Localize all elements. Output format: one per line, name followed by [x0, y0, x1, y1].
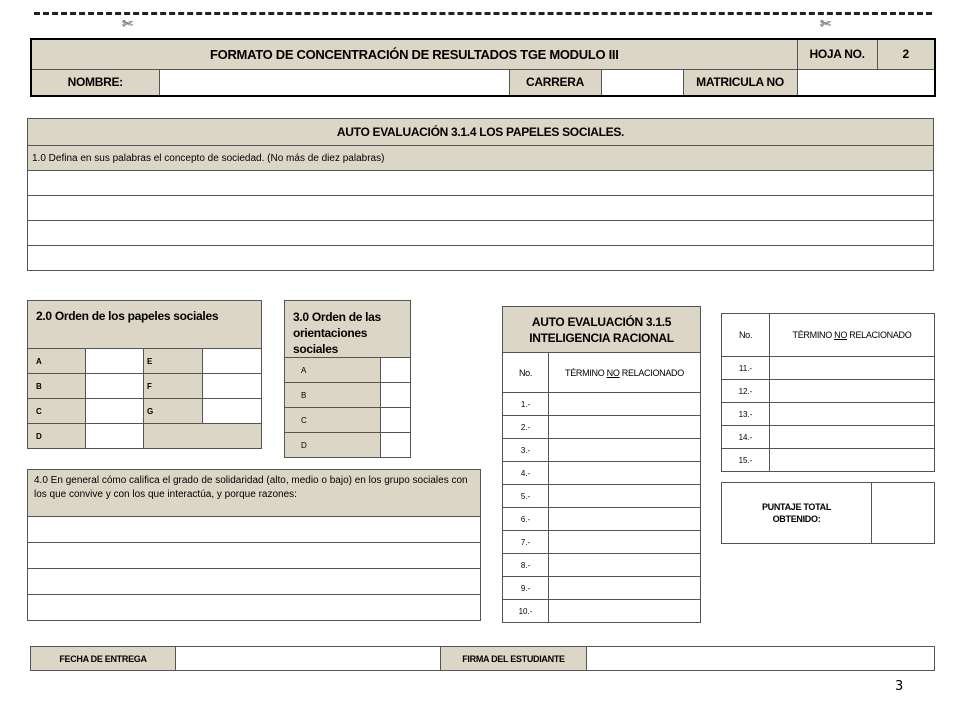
row-number: 14.- — [722, 426, 770, 449]
term-field-9[interactable] — [549, 577, 701, 600]
row-number: 11.- — [722, 357, 770, 380]
section5-title: AUTO EVALUACIÓN 3.1.5 INTELIGENCIA RACIONAL — [503, 307, 701, 353]
score-field[interactable] — [872, 483, 935, 544]
letter-label: C — [285, 408, 381, 433]
footer-table — [30, 646, 935, 671]
row-number: 12.- — [722, 380, 770, 403]
letter-label: E — [144, 349, 203, 374]
order-field-b[interactable] — [86, 374, 144, 399]
row-number: 2.- — [503, 416, 549, 439]
col-term-header: TÉRMINO NO RELACIONADO — [549, 353, 701, 393]
scissors-icon: ✄ — [820, 16, 831, 31]
row-number: 4.- — [503, 462, 549, 485]
carrera-label: CARRERA — [509, 69, 601, 96]
scissors-icon: ✄ — [122, 16, 133, 31]
order-field-g[interactable] — [203, 399, 262, 424]
term-field-11[interactable] — [770, 357, 935, 380]
term-field-6[interactable] — [549, 508, 701, 531]
letter-label: D — [28, 424, 86, 449]
term-field-14[interactable] — [770, 426, 935, 449]
answer-line-3[interactable] — [28, 221, 934, 246]
answer-line-5[interactable] — [28, 517, 481, 543]
col-term-header: TÉRMINO NO RELACIONADO — [770, 314, 935, 357]
score-label: PUNTAJE TOTAL OBTENIDO: — [722, 483, 872, 544]
section4-table — [27, 469, 481, 621]
nombre-field[interactable] — [159, 69, 509, 96]
term-field-3[interactable] — [549, 439, 701, 462]
col-no-header: No. — [503, 353, 549, 393]
row-number: 5.- — [503, 485, 549, 508]
order-field-c[interactable] — [86, 399, 144, 424]
answer-line-7[interactable] — [28, 569, 481, 595]
letter-label: C — [28, 399, 86, 424]
question-4: 4.0 En general cómo califica el grado de solidaridad (alto, medio o bajo) en los grupo sociales con los que convive y con los que interactúa, y porque razones: — [28, 470, 481, 517]
answer-line-1[interactable] — [28, 171, 934, 196]
term-field-5[interactable] — [549, 485, 701, 508]
term-field-2[interactable] — [549, 416, 701, 439]
term-field-12[interactable] — [770, 380, 935, 403]
row-number: 3.- — [503, 439, 549, 462]
letter-label: D — [285, 433, 381, 458]
row-number: 10.- — [503, 600, 549, 623]
letter-label: A — [285, 358, 381, 383]
row-number: 1.- — [503, 393, 549, 416]
nombre-label: NOMBRE: — [31, 69, 159, 96]
term-field-1[interactable] — [549, 393, 701, 416]
answer-line-2[interactable] — [28, 196, 934, 221]
header-table — [30, 38, 936, 97]
term-field-4[interactable] — [549, 462, 701, 485]
row-number: 8.- — [503, 554, 549, 577]
row-number: 15.- — [722, 449, 770, 472]
order-field-e[interactable] — [203, 349, 262, 374]
matricula-label: MATRICULA NO — [683, 69, 797, 96]
score-table — [721, 482, 935, 544]
section1-table — [27, 118, 934, 271]
hoja-label: HOJA NO. — [797, 39, 877, 69]
order-field-a[interactable] — [86, 349, 144, 374]
orient-field-d[interactable] — [381, 433, 411, 458]
firma-label: FIRMA DEL ESTUDIANTE — [441, 647, 587, 671]
orient-field-c[interactable] — [381, 408, 411, 433]
section2-table — [27, 300, 262, 449]
section2-title: 2.0 Orden de los papeles sociales — [28, 301, 262, 349]
letter-label: F — [144, 374, 203, 399]
empty-cell — [144, 424, 262, 449]
section5b-table — [721, 313, 935, 472]
letter-label: B — [285, 383, 381, 408]
section3-table — [284, 300, 411, 458]
orient-field-b[interactable] — [381, 383, 411, 408]
letter-label: G — [144, 399, 203, 424]
firma-field[interactable] — [587, 647, 935, 671]
hoja-value: 2 — [877, 39, 935, 69]
row-number: 7.- — [503, 531, 549, 554]
col-no-header: No. — [722, 314, 770, 357]
page-number: 3 — [895, 679, 904, 694]
form-title: FORMATO DE CONCENTRACIÓN DE RESULTADOS TGE MODULO III — [31, 39, 797, 69]
term-field-8[interactable] — [549, 554, 701, 577]
term-field-7[interactable] — [549, 531, 701, 554]
section1-title: AUTO EVALUACIÓN 3.1.4 LOS PAPELES SOCIALES. — [28, 119, 934, 146]
question-1: 1.0 Defina en sus palabras el concepto de sociedad. (No más de diez palabras) — [28, 146, 934, 171]
term-field-15[interactable] — [770, 449, 935, 472]
order-field-f[interactable] — [203, 374, 262, 399]
order-field-d[interactable] — [86, 424, 144, 449]
section5-table — [502, 306, 701, 623]
answer-line-6[interactable] — [28, 543, 481, 569]
carrera-field[interactable] — [601, 69, 683, 96]
fecha-field[interactable] — [176, 647, 441, 671]
matricula-field[interactable] — [797, 69, 935, 96]
section3-title: 3.0 Orden de las orientaciones sociales — [285, 301, 411, 358]
answer-line-8[interactable] — [28, 595, 481, 621]
letter-label: B — [28, 374, 86, 399]
letter-label: A — [28, 349, 86, 374]
row-number: 9.- — [503, 577, 549, 600]
row-number: 6.- — [503, 508, 549, 531]
row-number: 13.- — [722, 403, 770, 426]
orient-field-a[interactable] — [381, 358, 411, 383]
cut-line — [34, 12, 932, 15]
fecha-label: FECHA DE ENTREGA — [31, 647, 176, 671]
term-field-13[interactable] — [770, 403, 935, 426]
answer-line-4[interactable] — [28, 246, 934, 271]
term-field-10[interactable] — [549, 600, 701, 623]
